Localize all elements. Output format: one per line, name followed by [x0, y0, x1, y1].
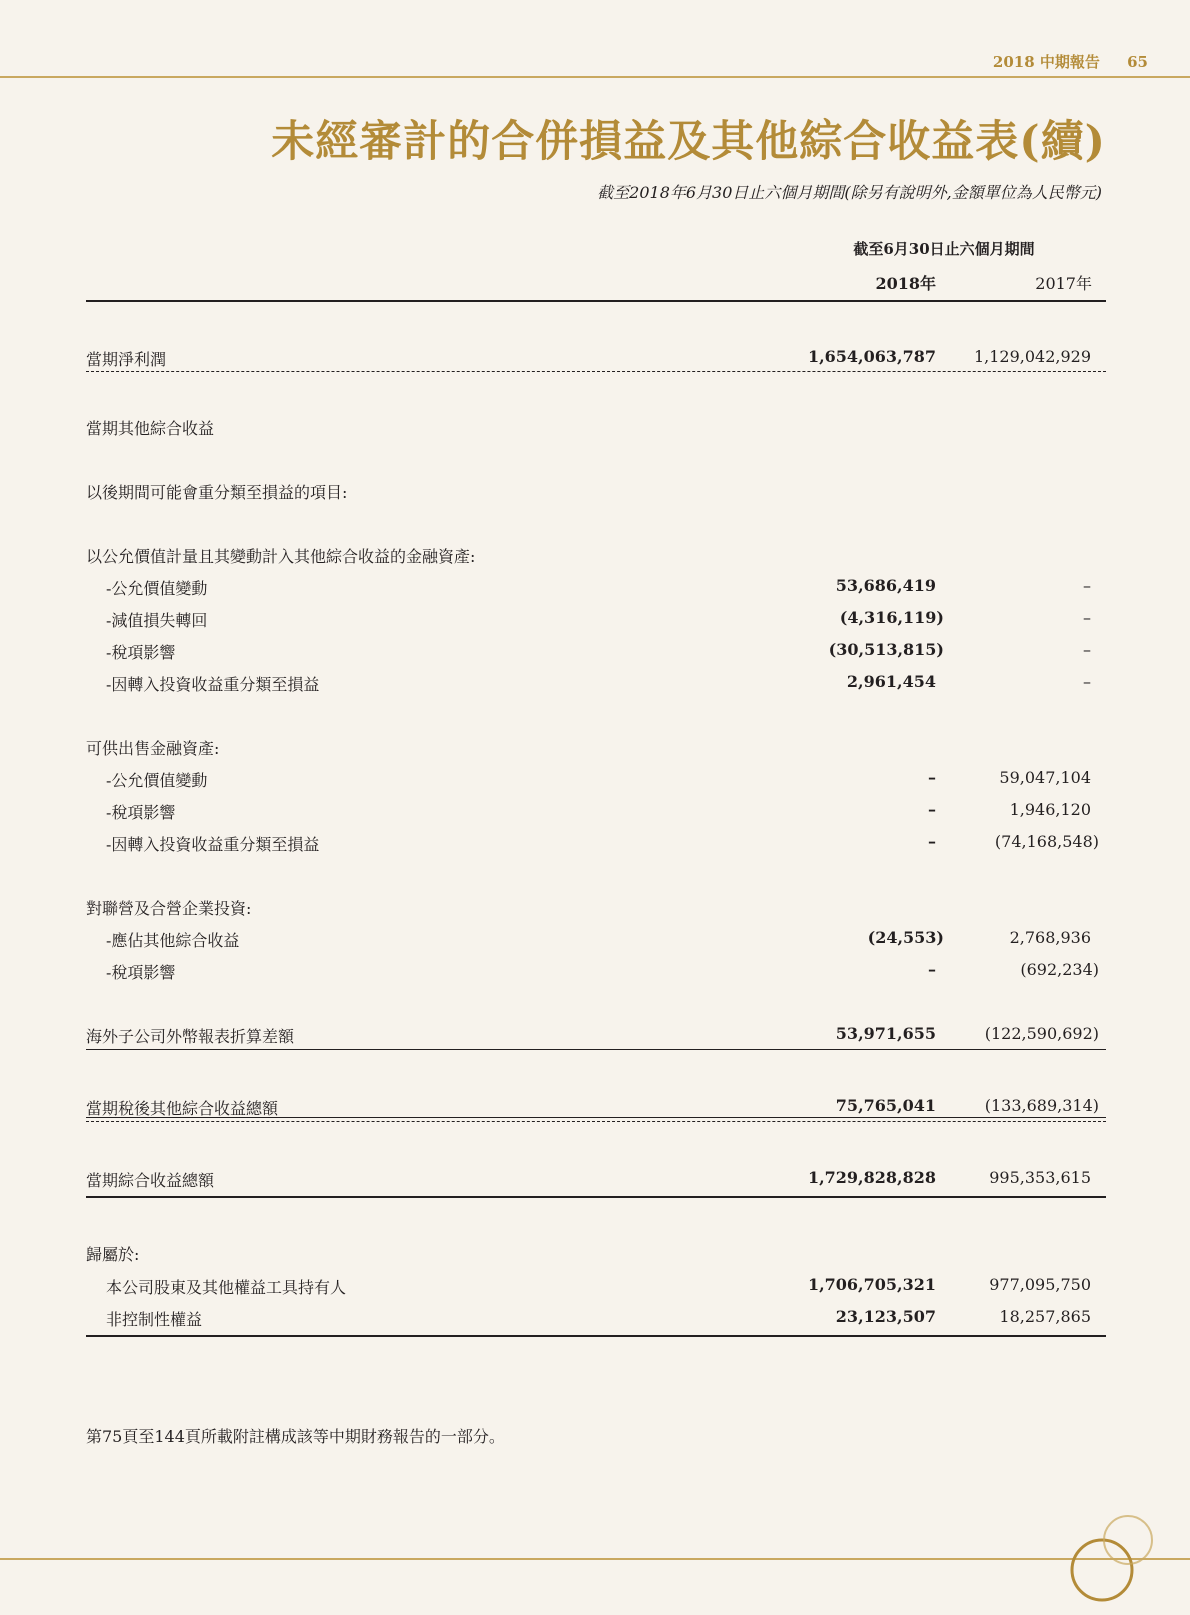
footer-rule [0, 1558, 1190, 1560]
value-2017: 1,946,120 [1009, 800, 1091, 819]
row-label: -減值損失轉回 [106, 611, 208, 630]
report-label: 2018 中期報告 [992, 53, 1100, 71]
value-2017: – [1083, 672, 1091, 691]
value-2018: 75,765,041 [835, 1096, 936, 1115]
subtotal-divider [86, 1049, 1106, 1050]
value-2018: – [928, 960, 936, 979]
value-2018: 2,961,454 [846, 672, 936, 691]
section-heading-afs [86, 736, 1106, 762]
value-2017: 59,047,104 [999, 768, 1091, 787]
row-label: 當期綜合收益總額 [86, 1171, 215, 1190]
row-label: 當期淨利潤 [86, 350, 167, 369]
row-label: 非控制性權益 [106, 1310, 203, 1329]
value-2017: (122,590,692) [984, 1024, 1099, 1043]
table-row-fvoci-fair-value [86, 576, 1106, 602]
row-label: -稅項影響 [106, 803, 176, 822]
table-row-fvoci-impairment [86, 608, 1106, 634]
value-2017: (74,168,548) [994, 832, 1099, 851]
table-row-total-oci [86, 1096, 1106, 1122]
value-2018: – [928, 800, 936, 819]
value-2018: (4,316,119) [839, 608, 944, 627]
column-group-header: 截至6月30日止六個月期間 [853, 240, 1035, 258]
section-heading-fvoci [86, 544, 1106, 570]
section-heading-oci [86, 416, 1106, 442]
row-label: -公允價值變動 [106, 771, 208, 790]
section-heading-reclass [86, 480, 1106, 506]
row-label: 歸屬於: [86, 1245, 140, 1264]
double-dashed-divider [86, 1121, 1106, 1122]
row-label: 當期稅後其他綜合收益總額 [86, 1099, 279, 1118]
value-2017: 18,257,865 [999, 1307, 1091, 1326]
row-label: 以公允價值計量且其變動計入其他綜合收益的金融資產: [86, 547, 476, 566]
value-2017: – [1083, 640, 1091, 659]
value-2018: 53,686,419 [835, 576, 936, 595]
column-header-2018: 2018年 [875, 274, 936, 293]
row-label: -稅項影響 [106, 643, 176, 662]
value-2018: 1,654,063,787 [807, 347, 936, 366]
value-2017: – [1083, 608, 1091, 627]
table-row-afs-fair-value [86, 768, 1106, 794]
table-row-attrib-nci [86, 1307, 1106, 1333]
table-row-assoc-tax [86, 960, 1106, 986]
value-2018: 1,729,828,828 [807, 1168, 936, 1187]
value-2018: – [928, 832, 936, 851]
table-row-fvoci-reclass [86, 672, 1106, 698]
table-row-afs-reclass [86, 832, 1106, 858]
footnote: 第75頁至144頁所載附註構成該等中期財務報告的一部分。 [86, 1427, 505, 1446]
table-row-fvoci-tax [86, 640, 1106, 666]
section-heading-associates [86, 896, 1106, 922]
column-header-2017: 2017年 [1035, 274, 1092, 293]
value-2018: 53,971,655 [835, 1024, 936, 1043]
page-title: 未經審計的合併損益及其他綜合收益表(續) [271, 117, 1106, 167]
total-divider [86, 1117, 1106, 1118]
total-ci-divider [86, 1196, 1106, 1198]
page-header [993, 51, 1148, 72]
table-row-fx-translation [86, 1024, 1106, 1050]
row-label: -應佔其他綜合收益 [106, 931, 240, 950]
value-2017: 1,129,042,929 [973, 347, 1091, 366]
value-2017: (133,689,314) [984, 1096, 1099, 1115]
row-label: 可供出售金融資產: [86, 739, 220, 758]
header-divider [86, 300, 1106, 302]
value-2018: (30,513,815) [828, 640, 944, 659]
value-2018: 1,706,705,321 [807, 1275, 936, 1294]
value-2017: – [1083, 576, 1091, 595]
header-rule [0, 76, 1190, 78]
value-2018: – [928, 768, 936, 787]
attributable-divider [86, 1335, 1106, 1337]
row-label: 以後期間可能會重分類至損益的項目: [86, 483, 348, 502]
page-subtitle: 截至2018年6月30日止六個月期間(除另有說明外,金額單位為人民幣元) [597, 183, 1102, 202]
rings-logo-icon [1066, 1500, 1176, 1615]
row-label: -稅項影響 [106, 963, 176, 982]
table-row-net-profit [86, 347, 1106, 373]
row-label: 當期其他綜合收益 [86, 419, 215, 438]
table-row-afs-tax [86, 800, 1106, 826]
value-2017: (692,234) [1020, 960, 1099, 979]
table-row-assoc-share [86, 928, 1106, 954]
row-label: -因轉入投資收益重分類至損益 [106, 675, 320, 694]
row-label: 海外子公司外幣報表折算差額 [86, 1027, 295, 1046]
row-label: 對聯營及合營企業投資: [86, 899, 252, 918]
table-row-total-ci [86, 1168, 1106, 1194]
value-2017: 2,768,936 [1009, 928, 1091, 947]
value-2017: 977,095,750 [989, 1275, 1091, 1294]
row-label: -因轉入投資收益重分類至損益 [106, 835, 320, 854]
row-label: -公允價值變動 [106, 579, 208, 598]
page-number: 65 [1127, 53, 1148, 71]
dashed-divider [86, 371, 1106, 372]
value-2018: (24,553) [867, 928, 944, 947]
row-label: 本公司股東及其他權益工具持有人 [106, 1278, 347, 1297]
section-heading-attributable [86, 1242, 1106, 1268]
value-2018: 23,123,507 [835, 1307, 936, 1326]
table-row-attrib-owners [86, 1275, 1106, 1301]
value-2017: 995,353,615 [989, 1168, 1091, 1187]
